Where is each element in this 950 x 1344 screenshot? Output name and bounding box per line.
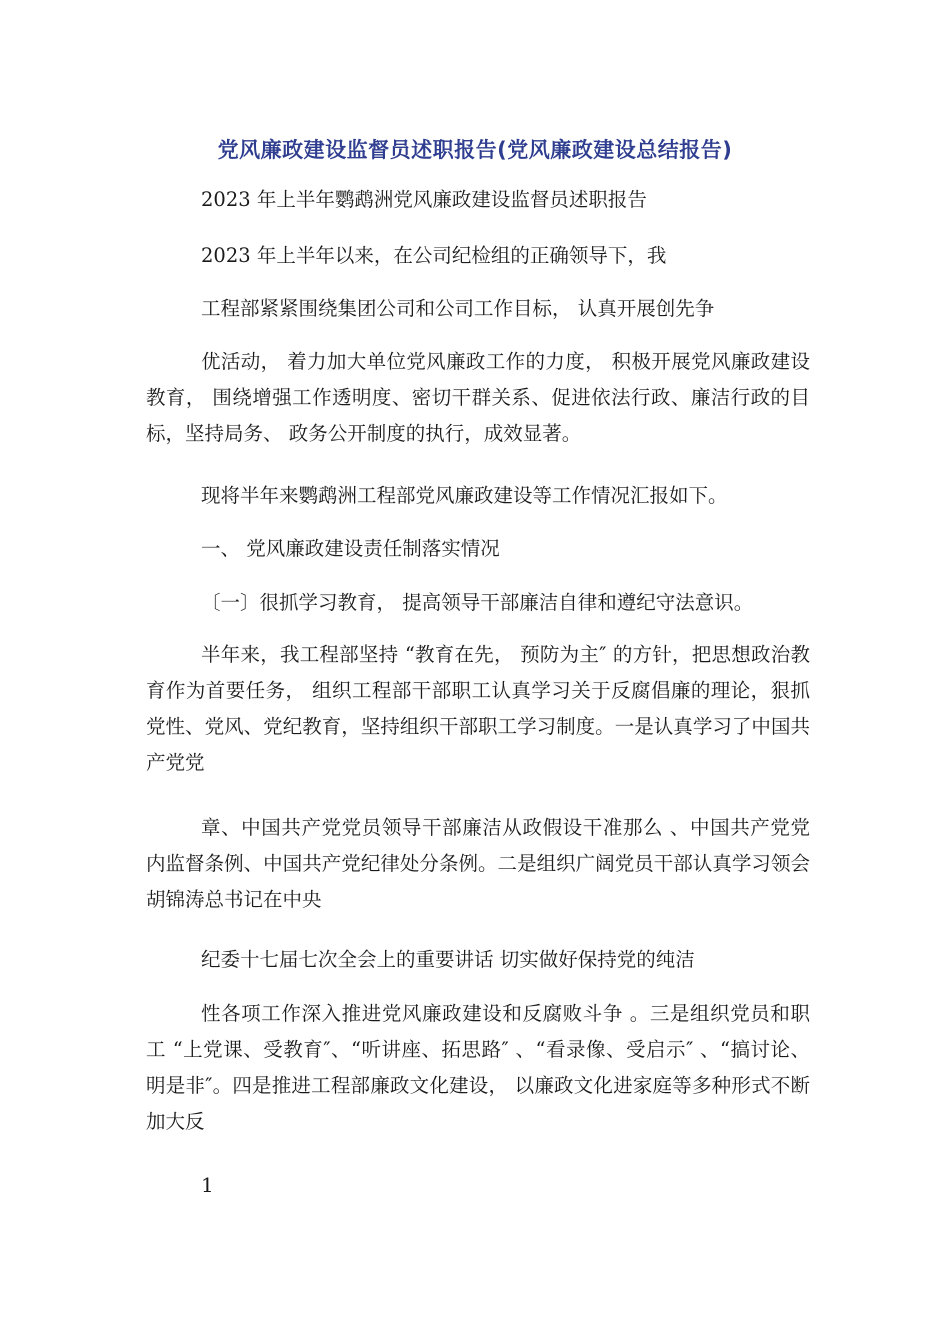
paragraph-3: 工程部紧紧围绕集团公司和公司工作目标， 认真开展创先争 <box>201 297 715 320</box>
page-number: 1 <box>201 1173 214 1197</box>
paragraph-5: 现将半年来鹦鹉洲工程部党风廉政建设等工作情况汇报如下。 <box>201 484 728 507</box>
section-heading-1: 一、 党风廉政建设责任制落实情况 <box>201 537 500 560</box>
paragraph-10: 纪委十七届七次全会上的重要讲话 切实做好保持党的纯洁 <box>201 948 695 971</box>
document-title: 党风廉政建设监督员述职报告(党风廉政建设总结报告) <box>217 138 733 162</box>
paragraph-2: 2023 年上半年以来，在公司纪检组的正确领导下，我 <box>201 244 667 267</box>
paragraph-8: 半年来，我工程部坚持 “教育在先， 预防为主″ 的方针，把思想政治教育作为首要任务， 组织工程部干部职工认真学习关于反腐倡廉的理论，狠抓党性、党风、党纪教育，坚持组织干部职工学习制度。一是认真学习了中国共产党党 <box>146 643 810 774</box>
paragraph-4: 优活动， 着力加大单位党风廉政工作的力度， 积极开展党风廉政建设教育， 围绕增强工作透明度、密切干群关系、促进依法行政、廉洁行政的目标，坚持局务、 政务公开制度的执行，成效显著。 <box>146 350 810 445</box>
subsection-heading-1: 〔一〕很抓学习教育， 提高领导干部廉洁自律和遵纪守法意识。 <box>201 591 754 614</box>
paragraph-1: 2023 年上半年鹦鹉洲党风廉政建设监督员述职报告 <box>201 188 647 211</box>
paragraph-9: 章、中国共产党党员领导干部廉洁从政假设干准那么 、中国共产党党内监督条例、中国共产党纪律处分条例。二是组织广阔党员干部认真学习领会胡锦涛总书记在中央 <box>146 816 810 911</box>
paragraph-11: 性各项工作深入推进党风廉政建设和反腐败斗争 。三是组织党员和职工 “上党课、受教育″、“听讲座、拓思路″ 、“看录像、受启示″ 、“搞讨论、明是非″。四是推进工程部廉政文化建设， 以廉政文化进家庭等多种形式不断加大反 <box>146 1002 810 1133</box>
